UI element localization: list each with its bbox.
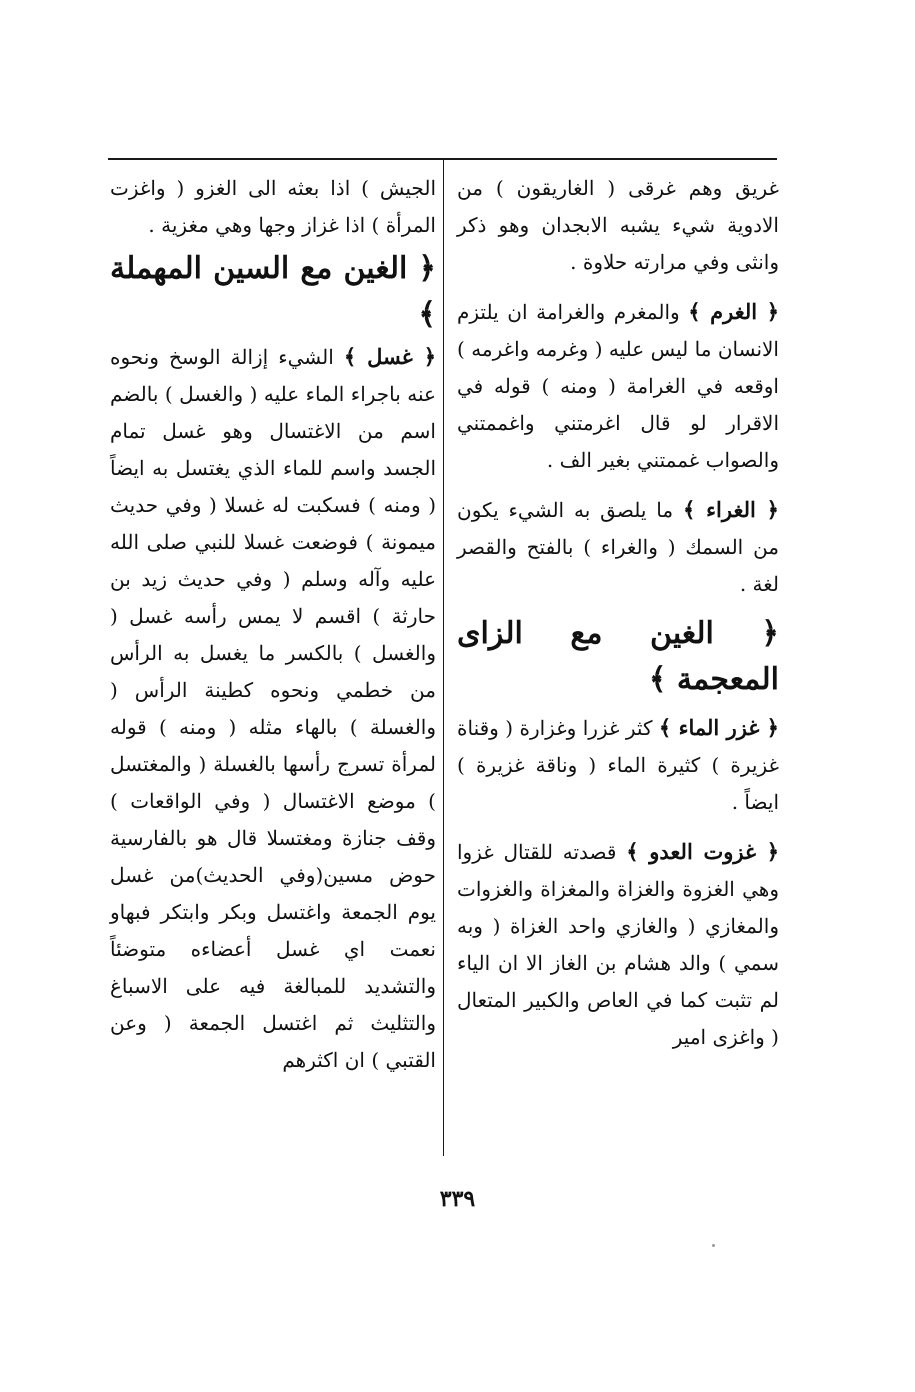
entry-body: غريق وهم غرقى ( الغاريقون ) من الادوية شيء يشبه الابجدان وهو ذكر وانثى وفي مرارته حلاوة . (457, 176, 779, 274)
entry-headword: ﴿ غزر الماء ﴾ (658, 715, 779, 740)
entry-body: قصدته للقتال غزوا وهي الغزوة والغزاة والمغزاة والغزوات والمغازي ( والغازي واحد الغزاة ( وبه سمي ) والد هشام بن الغاز الا ان الياء لم تثبت كما في العاص والكبير المتعال ( واغزى امير (457, 840, 779, 1049)
entry-headword: ﴿ غزوت العدو ﴾ (626, 839, 780, 864)
entry-body: الجيش ) اذا بعثه الى الغزو ( واغزت المرأة ) اذا غزاز وجها وهي مغزية . (110, 176, 436, 237)
column-divider (443, 160, 444, 1156)
left-column (110, 170, 436, 1079)
entry-headword: ﴿ غسل ﴾ (343, 344, 437, 369)
entry-body: ما يلصق به الشيء يكون من السمك ( والغراء ) بالفتح والقصر لغة . (457, 498, 779, 596)
entry-paragraph (457, 491, 779, 603)
entry-body: والمغرم والغرامة ان يلتزم الانسان ما ليس عليه ( وغرمه واغرمه ) اوقعه في الغرامة ( ومنه ) قوله في الاقرار لو قال اغرمتني واغممتني والصواب غممتني بغير الف . (457, 300, 779, 472)
entry-paragraph (457, 293, 779, 479)
right-column (457, 170, 779, 1056)
entry-paragraph (457, 709, 779, 821)
page-number: ٣٣٩ (439, 1186, 476, 1212)
entry-paragraph (457, 170, 779, 281)
section-heading: ﴿ الغين مع الزاى المعجمة ﴾ (457, 616, 779, 697)
entry-headword: ﴿ الغرم ﴾ (688, 299, 780, 324)
entry-body: الشيء إزالة الوسخ ونحوه عنه باجراء الماء عليه ( والغسل ) بالضم اسم من الاغتسال وهو غسل تمام الجسد واسم للماء الذي يغتسل به ايضاً ( ومنه ) فسكبت له غسلا ( وفي حديث ميمونة ) فوضعت غسلا للنبي صلى الله عليه وآله وسلم ( وفي حديث زيد بن حارثة ) اقسم لا يمس رأسه غسل ( والغسل ) بالكسر ما يغسل به الرأس من خطمي ونحوه كطينة الرأس ( والغسلة ) بالهاء مثله ( ومنه ) قوله لمرأة تسرج رأسها بالغسلة ( والمغتسل ) موضع الاغتسال ( وفي الواقعات ) وقف جنازة ومغتسلا قال هو بالفارسية حوض مسين(وفي الحديث)من غسل يوم الجمعة واغتسل وبكر وابتكر فبهاو نعمت اي غسل أعضاءه متوضئاً والتشديد للمبالغة فيه على الاسباغ والتثليث ثم اغتسل الجمعة ( وعن القتبي ) ان اكثرهم (110, 345, 436, 1072)
scan-speck (712, 1244, 715, 1247)
entry-body: كثر غزرا وغزارة ( وقناة غزيرة ) كثيرة الماء ( وناقة غزيرة ) ايضاً . (457, 716, 779, 814)
entry-paragraph (457, 833, 779, 1056)
entry-paragraph (110, 338, 436, 1079)
section-heading: ﴿ الغين مع السين المهملة ﴾ (110, 251, 436, 332)
entry-paragraph (110, 170, 436, 244)
entry-headword: ﴿ الغراء ﴾ (683, 497, 779, 522)
